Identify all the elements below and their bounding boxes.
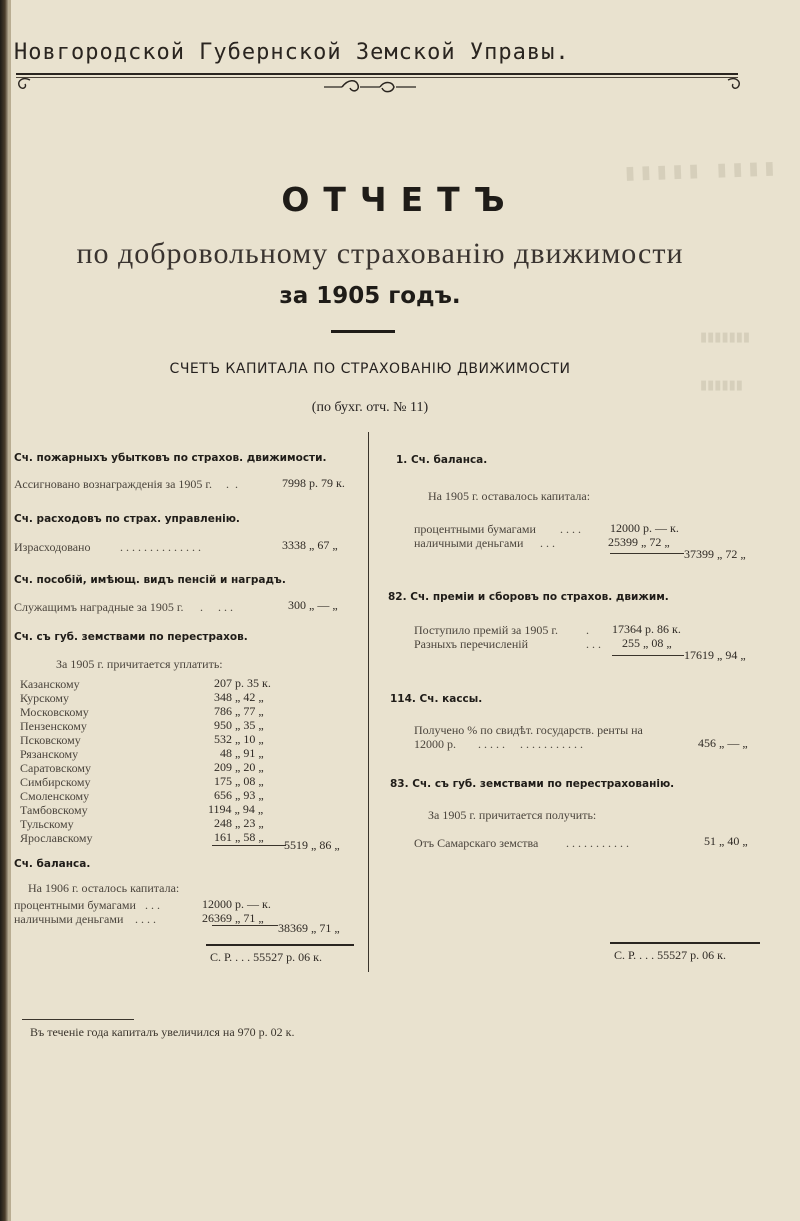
section-heading: СЧЕТЪ КАПИТАЛА ПО СТРАХОВАНІЮ ДВИЖИМОСТИ xyxy=(169,361,571,377)
table-row-name: Ярославскому xyxy=(20,831,93,845)
table-row-name: Тульскому xyxy=(20,817,74,831)
premiums-amount-2: 255 „ 08 „ xyxy=(622,636,672,650)
leader-dots: . . . xyxy=(586,637,601,651)
header-rule xyxy=(16,73,738,75)
left-sum: С. Р. . . . 55527 р. 06 к. xyxy=(210,950,323,964)
expenses-line: Израсходовано xyxy=(14,540,91,554)
table-row-name: Саратовскому xyxy=(20,761,91,775)
reinsurance-intro: За 1905 г. причитается уплатить: xyxy=(56,657,223,671)
leader-dots: . . xyxy=(226,477,238,491)
losses-line: Ассигновано вознагражденія за 1905 г. xyxy=(14,477,212,491)
premiums-total: 17619 „ 94 „ xyxy=(684,648,746,662)
leader-dots: . . . . . . . . . . . . . . . . xyxy=(478,737,583,751)
leader-dots: . . . . xyxy=(135,912,156,926)
table-row-name: Курскому xyxy=(20,691,70,705)
balance-total: 38369 „ 71 „ xyxy=(278,921,340,935)
table-row-amount: 532 „ 10 „ xyxy=(214,732,264,746)
table-row-name: Пензенскому xyxy=(20,719,87,733)
table-row-amount: 786 „ 77 „ xyxy=(214,704,264,718)
curl-ornament-right-icon xyxy=(724,74,744,94)
balance-cash-label: наличными деньгами xyxy=(414,536,524,550)
balance-securities-label: процентными бумагами xyxy=(14,898,136,912)
pensions-heading: Сч. пособій, имѣющ. видъ пенсій и наградъ. xyxy=(14,574,286,586)
footer-note: Въ теченіе года капиталъ увеличился на 970 р. 02 к. xyxy=(30,1025,295,1039)
leader-dots: . . . . . . . . . . . . . . xyxy=(120,540,201,554)
table-row-name: Псковскому xyxy=(20,733,81,747)
report-subtitle: по добровольному страхованію движимости xyxy=(76,237,684,270)
pensions-amount: 300 „ — „ xyxy=(288,598,338,612)
balance-securities-label: процентными бумагами xyxy=(414,522,536,536)
right-sum: С. Р. . . . 55527 р. 06 к. xyxy=(614,948,727,962)
leader-dots: . . . . . . . . . . . xyxy=(566,836,629,850)
column-divider xyxy=(368,432,369,972)
table-row-amount: 48 „ 91 „ xyxy=(220,746,264,760)
title-rule xyxy=(331,330,395,333)
subtotal-rule xyxy=(212,845,286,846)
table-row-amount: 209 „ 20 „ xyxy=(214,760,264,774)
cashbox-heading: 114. Сч. кассы. xyxy=(390,693,483,705)
losses-amount: 7998 р. 79 к. xyxy=(282,476,345,490)
expenses-amount: 3338 „ 67 „ xyxy=(282,538,338,552)
table-row-amount: 656 „ 93 „ xyxy=(214,788,264,802)
table-row-amount: 248 „ 23 „ xyxy=(214,816,264,830)
section-subheading: (по бухг. отч. № 11) xyxy=(311,400,429,415)
balance-intro: На 1906 г. осталось капитала: xyxy=(28,881,180,895)
table-row-amount: 950 „ 35 „ xyxy=(214,718,264,732)
subtotal-rule xyxy=(212,925,278,926)
report-year: за 1905 годъ. xyxy=(279,283,461,309)
balance-cash-label: наличными деньгами xyxy=(14,912,124,926)
table-row-name: Тамбовскому xyxy=(20,803,88,817)
losses-heading: Сч. пожарныхъ убытковъ по страхов. движимости. xyxy=(14,452,327,464)
footer-rule xyxy=(22,1019,134,1020)
balance-securities: 12000 р. — к. xyxy=(610,521,679,535)
reinsurance-total: 5519 „ 86 „ xyxy=(284,838,340,852)
reinsurance-line: Отъ Самарскаго земства xyxy=(414,836,539,850)
table-row-name: Рязанскому xyxy=(20,747,79,761)
balance-intro: На 1905 г. оставалось капитала: xyxy=(428,489,591,503)
table-row-name: Московскому xyxy=(20,705,89,719)
table-row-name: Симбирскому xyxy=(20,775,91,789)
leader-dots: . . . xyxy=(145,898,160,912)
expenses-heading: Сч. расходовъ по страх. управленію. xyxy=(14,513,240,525)
table-row-amount: 1194 „ 94 „ xyxy=(208,802,264,816)
report-title: ОТЧЕТЪ xyxy=(281,180,519,219)
fleuron-ornament-icon xyxy=(320,76,420,98)
reinsurance-heading: Сч. съ губ. земствами по перестрахов. xyxy=(14,631,248,643)
premiums-amount-1: 17364 р. 86 к. xyxy=(612,622,681,636)
table-row-amount: 175 „ 08 „ xyxy=(214,774,264,788)
leader-dots: . . . . xyxy=(200,600,233,614)
balance-heading: Сч. баланса. xyxy=(14,858,91,870)
subtotal-rule xyxy=(610,553,684,554)
sum-rule xyxy=(206,944,354,946)
balance-total: 37399 „ 72 „ xyxy=(684,547,746,561)
balance-cash: 26369 „ 71 „ xyxy=(202,911,264,925)
table-row-amount: 348 „ 42 „ xyxy=(214,690,264,704)
balance-cash: 25399 „ 72 „ xyxy=(608,535,670,549)
premiums-heading: 82. Сч. преміи и сборовъ по страхов. движим. xyxy=(388,591,669,603)
table-row-amount: 207 р. 35 к. xyxy=(214,676,271,690)
leader-dots: . xyxy=(586,623,589,637)
table-row-name: Казанскому xyxy=(20,677,80,691)
running-header: Новгородской Губернской Земской Управы. xyxy=(14,40,570,65)
cashbox-line-2: 12000 р. xyxy=(414,737,456,751)
bleed-through-text: ▮▮▮▮▮▮ xyxy=(700,378,743,393)
reinsurance-amount: 51 „ 40 „ xyxy=(704,834,748,848)
leader-dots: . . . . xyxy=(560,522,581,536)
reinsurance-heading: 83. Сч. съ губ. земствами по перестрахованію. xyxy=(390,778,675,790)
curl-ornament-left-icon xyxy=(14,74,34,94)
balance-heading: 1. Сч. баланса. xyxy=(396,454,488,466)
bleed-through-text: ▮▮▮▮▮ ▮▮▮▮ xyxy=(624,157,781,184)
premiums-line-1: Поступило премій за 1905 г. xyxy=(414,623,558,637)
pensions-line: Служащимъ наградные за 1905 г. xyxy=(14,600,184,614)
premiums-line-2: Разныхъ перечисленій xyxy=(414,637,529,651)
cashbox-line-1: Получено % по свидѣт. государств. ренты на xyxy=(414,723,643,737)
bleed-through-text: ▮▮▮▮▮▮▮ xyxy=(700,330,751,345)
table-row-name: Смоленскому xyxy=(20,789,90,803)
table-row-amount: 161 „ 58 „ xyxy=(214,830,264,844)
sum-rule xyxy=(610,942,760,944)
reinsurance-intro: За 1905 г. причитается получить: xyxy=(428,808,597,822)
cashbox-amount: 456 „ — „ xyxy=(698,736,748,750)
leader-dots: . . . xyxy=(540,536,555,550)
balance-securities: 12000 р. — к. xyxy=(202,897,271,911)
subtotal-rule xyxy=(612,655,684,656)
